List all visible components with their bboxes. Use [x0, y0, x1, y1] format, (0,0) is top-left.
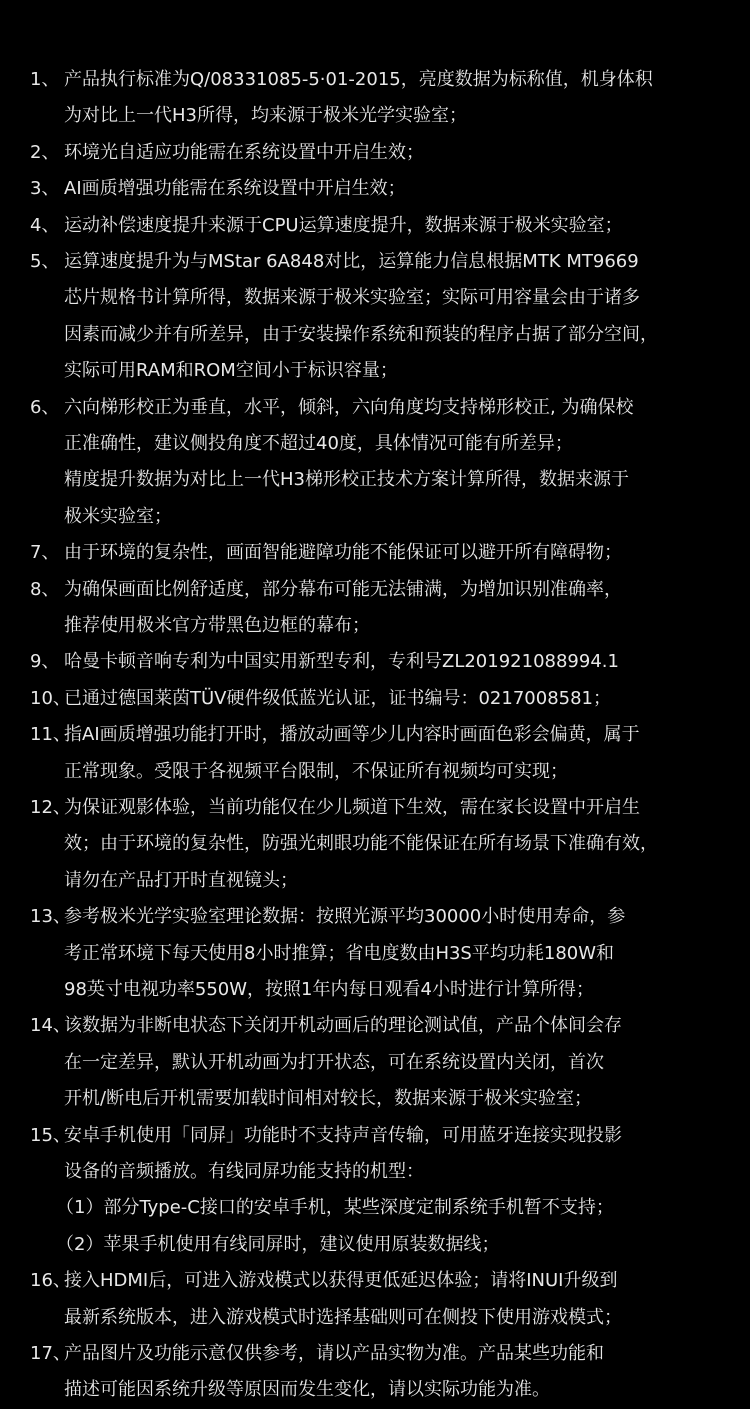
note-text: 运动补偿速度提升来源于CPU运算速度提升，数据来源于极米实验室；	[64, 214, 623, 236]
note-number: 14、	[30, 1015, 71, 1037]
note-continuation-line	[64, 1154, 424, 1190]
note-continuation-line	[64, 317, 658, 353]
note-continuation-line	[64, 1372, 550, 1408]
note-number: 11、	[30, 724, 71, 746]
note-text: 由于环境的复杂性，画面智能避障功能不能保证可以避开所有障碍物；	[64, 542, 622, 564]
note-text: 描述可能因系统升级等原因而发生变化，请以实际功能为准。	[64, 1379, 550, 1401]
note-first-line	[30, 717, 640, 753]
note-first-line	[30, 1263, 618, 1299]
note-text: 推荐使用极米官方带黑色边框的幕布；	[64, 615, 370, 636]
note-text: 精度提升数据为对比上一代H3梯形校正技术方案计算所得，数据来源于	[64, 469, 629, 491]
note-text: 考正常环境下每天使用8小时推算；省电度数由H3S平均功耗180W和	[64, 942, 615, 964]
note-continuation-line	[64, 1300, 622, 1336]
note-text: 开机/断电后开机需要加载时间相对较长，数据来源于极米实验室；	[64, 1088, 593, 1110]
note-first-line	[30, 1008, 622, 1044]
note-text: （1）部分Type-C接口的安卓手机，某些深度定制系统手机暂不支持；	[56, 1197, 614, 1219]
note-continuation-line	[64, 754, 568, 790]
note-number: 16、	[30, 1270, 71, 1292]
note-continuation-line	[64, 462, 629, 498]
note-first-line	[30, 572, 622, 608]
note-number: 1、	[30, 69, 60, 90]
note-text: 参考极米光学实验室理论数据：按照光源平均30000小时使用寿命，参	[64, 906, 626, 928]
note-text: 六向梯形校正为垂直，水平，倾斜，六向角度均支持梯形校正, 为确保校	[64, 396, 634, 418]
note-text: 接入HDMI后，可进入游戏模式以获得更低延迟体验；请将INUI升级到	[64, 1270, 618, 1292]
note-text: 因素而减少并有所差异，由于安装操作系统和预装的程序占据了部分空间，	[64, 323, 658, 345]
note-text: 为对比上一代H3所得，均来源于极米光学实验室；	[64, 105, 467, 127]
note-text: 为确保画面比例舒适度，部分幕布可能无法铺满，为增加识别准确率，	[64, 578, 622, 600]
note-text: 实际可用RAM和ROM空间小于标识容量；	[64, 360, 398, 382]
note-text: 产品执行标准为Q/08331085-5·01-2015，亮度数据为标称值，机身体积	[64, 69, 653, 90]
note-continuation-line	[64, 936, 614, 972]
note-text: 安卓手机使用「同屏」功能时不支持声音传输，可用蓝牙连接实现投影	[64, 1124, 622, 1146]
note-first-line	[30, 790, 640, 826]
note-continuation-line	[64, 280, 640, 316]
note-text: 产品图片及功能示意仅供参考，请以产品实物为准。产品某些功能和	[64, 1343, 604, 1364]
note-text: 运算速度提升为与MStar 6A848对比，运算能力信息根据MTK MT9669	[64, 251, 639, 272]
note-number: 2、	[30, 141, 60, 163]
note-first-line	[30, 390, 633, 426]
note-continuation-line	[64, 826, 658, 862]
note-continuation-line	[64, 972, 594, 1008]
note-text: 指AI画质增强功能打开时，播放动画等少儿内容时画面色彩会偏黄，属于	[64, 724, 640, 746]
note-text: 极米实验室；	[64, 505, 172, 527]
note-text: 已通过德国莱茵TÜV硬件级低蓝光认证，证书编号：0217008581；	[64, 687, 612, 709]
note-text: 最新系统版本，进入游戏模式时选择基础则可在侧投下使用游戏模式；	[64, 1306, 622, 1328]
note-number: 4、	[30, 214, 60, 236]
note-number: 9、	[30, 651, 60, 673]
note-continuation-line	[64, 499, 172, 535]
note-continuation-line	[64, 863, 298, 899]
note-continuation-line	[64, 608, 370, 644]
note-continuation-line	[64, 1081, 592, 1117]
note-number: 7、	[30, 542, 60, 564]
note-number: 15、	[30, 1124, 71, 1146]
note-text: （2）苹果手机使用有线同屏时，建议使用原装数据线；	[56, 1233, 500, 1255]
note-text: 为保证观影体验，当前功能仅在少儿频道下生效，需在家长设置中开启生	[64, 797, 640, 818]
note-first-line	[30, 1118, 622, 1154]
note-first-line	[30, 135, 424, 171]
note-text: 设备的音频播放。有线同屏功能支持的机型：	[64, 1161, 424, 1182]
note-number: 13、	[30, 906, 71, 928]
note-text: 请勿在产品打开时直视镜头；	[64, 869, 298, 891]
note-number: 6、	[30, 396, 60, 418]
note-continuation-line	[64, 426, 573, 462]
note-text: AI画质增强功能需在系统设置中开启生效；	[64, 178, 406, 200]
note-continuation-line	[64, 353, 398, 389]
note-continuation-line	[56, 1227, 499, 1263]
note-continuation-line	[64, 1045, 604, 1081]
note-text: 效；由于环境的复杂性，防强光刺眼功能不能保证在所有场景下准确有效，	[64, 833, 658, 855]
note-number: 12、	[30, 797, 71, 818]
note-text: 该数据为非断电状态下关闭开机动画后的理论测试值，产品个体间会存	[64, 1015, 622, 1037]
note-first-line	[30, 62, 653, 98]
note-first-line	[30, 535, 622, 571]
note-first-line	[30, 208, 623, 244]
note-first-line	[30, 1336, 604, 1372]
note-continuation-line	[64, 98, 467, 134]
note-first-line	[30, 644, 619, 680]
note-number: 5、	[30, 251, 60, 272]
note-first-line	[30, 681, 611, 717]
note-text: 正准确性，建议侧投角度不超过40度，具体情况可能有所差异；	[64, 433, 573, 454]
note-first-line	[30, 899, 625, 935]
note-text: 环境光自适应功能需在系统设置中开启生效；	[64, 141, 424, 163]
note-text: 哈曼卡顿音响专利为中国实用新型专利，专利号ZL201921088994.1	[64, 651, 619, 673]
note-first-line	[30, 171, 406, 207]
note-text: 正常现象。受限于各视频平台限制，不保证所有视频均可实现；	[64, 760, 568, 782]
note-text: 芯片规格书计算所得，数据来源于极米实验室；实际可用容量会由于诸多	[64, 287, 640, 309]
note-text: 在一定差异，默认开机动画为打开状态，可在系统设置内关闭，首次	[64, 1051, 604, 1073]
note-number: 8、	[30, 578, 60, 600]
note-continuation-line	[56, 1190, 614, 1226]
note-number: 3、	[30, 178, 60, 200]
note-first-line	[30, 244, 639, 280]
note-number: 10、	[30, 687, 71, 709]
note-number: 17、	[30, 1343, 71, 1364]
note-text: 98英寸电视功率550W，按照1年内每日观看4小时进行计算所得；	[64, 979, 594, 1000]
